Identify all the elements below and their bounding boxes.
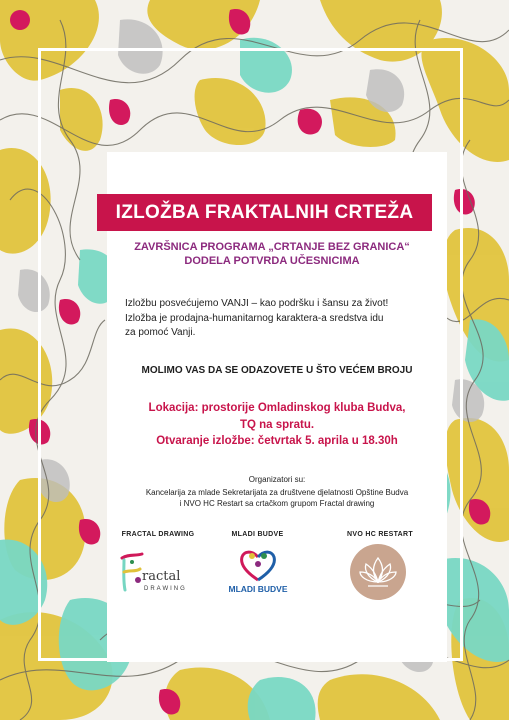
hc-restart-logo — [350, 544, 406, 600]
location-block — [107, 400, 447, 450]
subtitle — [107, 240, 437, 268]
body-line: Izložbu posvećujemo VANJI – kao podršku i šansu za život! — [125, 298, 389, 309]
organizers-heading: Organizatori su: — [248, 475, 306, 484]
poster-title: IZLOŽBA FRAKTALNIH CRTEŽA — [115, 201, 414, 223]
fractal-wordmark: ractal — [142, 569, 181, 584]
fractal-drawing-logo — [118, 552, 198, 598]
organizers-block — [107, 474, 447, 509]
body-line: Izložba je prodajna-humanitarnog karaktera-a sredstva idu — [125, 312, 384, 324]
mladi-budve-label: MLADI BUDVE — [231, 531, 284, 538]
organizers-line: Kancelarija za mlade Sekretarijata za društvene djelatnosti Opštine Budva — [145, 488, 409, 497]
location-line: TQ na spratu. — [239, 418, 315, 431]
subtitle-line: DODELA POTVRDA UČESNICIMA — [184, 255, 360, 267]
mladi-budve-logo — [222, 548, 294, 598]
fractal-drawing-label: FRACTAL DRAWING — [121, 531, 195, 538]
lotus-icon — [350, 544, 406, 600]
call-to-action: MOLIMO VAS DA SE ODAZOVETE U ŠTO VEĆEM BROJU — [141, 365, 413, 376]
nvo-hc-restart-label: NVO HC RESTART — [347, 531, 413, 538]
organizers-line: i NVO HC Restart sa crtačkom grupom Fractal drawing — [179, 499, 375, 508]
dedication-paragraph — [125, 297, 435, 341]
mladi-budve-wordmark: MLADI BUDVE — [228, 584, 288, 594]
subtitle-line: ZAVRŠNICA PROGRAMA „CRTANJE BEZ GRANICA“ — [134, 241, 410, 253]
fractal-wordmark-sub: DRAWING — [144, 586, 187, 592]
body-line: za pomoć Vanji. — [125, 327, 196, 338]
location-line: Lokacija: prostorije Omladinskog kluba Budva, — [148, 402, 406, 414]
title-banner — [97, 194, 432, 231]
opening-line: Otvaranje izložbe: četvrtak 5. aprila u 18.30h — [156, 435, 398, 447]
heart-people-icon — [238, 548, 278, 582]
